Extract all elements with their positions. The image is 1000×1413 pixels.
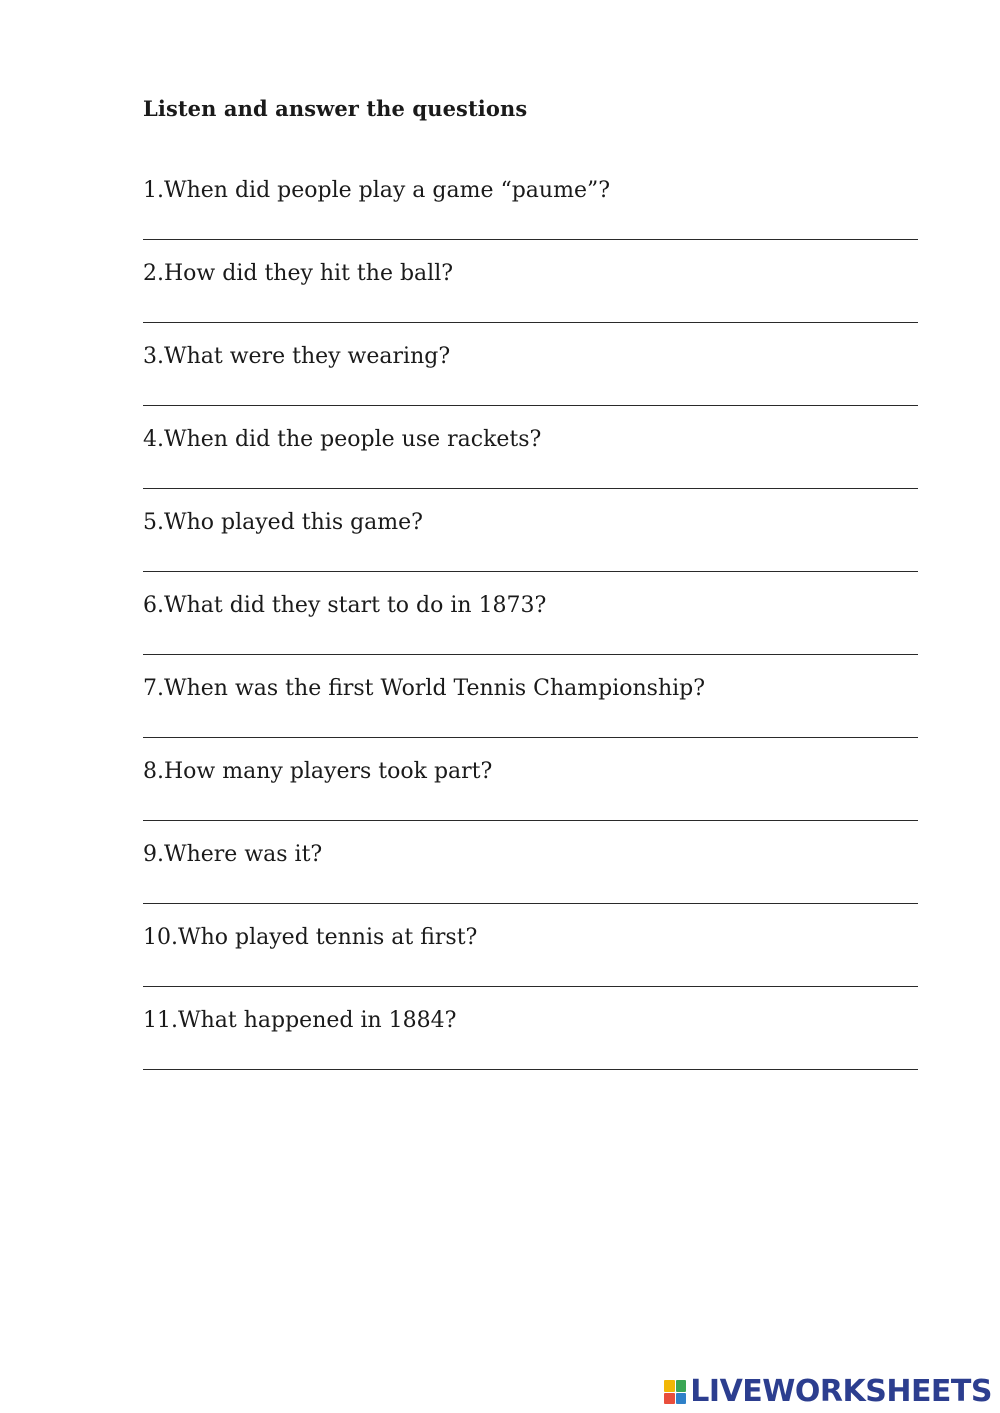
answer-line[interactable] (143, 488, 918, 489)
question-item (143, 591, 918, 674)
liveworksheets-logo-icon (664, 1380, 686, 1404)
question-text: 7.When was the first World Tennis Championship? (143, 676, 706, 701)
question-list (143, 176, 918, 1089)
question-item (143, 840, 918, 923)
logo-text: LIVEWORKSHEETS (690, 1374, 992, 1409)
logo-square-blue (676, 1393, 687, 1405)
answer-line[interactable] (143, 1069, 918, 1070)
question-text: 4.When did the people use rackets? (143, 427, 542, 452)
question-text: 2.How did they hit the ball? (143, 261, 454, 286)
answer-line[interactable] (143, 820, 918, 821)
question-text: 8.How many players took part? (143, 759, 493, 784)
answer-line[interactable] (143, 239, 918, 240)
logo-square-yellow (664, 1380, 675, 1392)
question-text: 5.Who played this game? (143, 510, 423, 535)
question-text: 9.Where was it? (143, 842, 323, 867)
logo-square-green (676, 1380, 687, 1392)
question-item (143, 176, 918, 259)
answer-line[interactable] (143, 654, 918, 655)
question-item (143, 425, 918, 508)
question-text: 3.What were they wearing? (143, 344, 451, 369)
question-text: 11.What happened in 1884? (143, 1008, 457, 1033)
question-text: 1.When did people play a game “paume”? (143, 178, 611, 203)
answer-line[interactable] (143, 405, 918, 406)
question-item (143, 508, 918, 591)
question-item (143, 674, 918, 757)
answer-line[interactable] (143, 322, 918, 323)
answer-line[interactable] (143, 571, 918, 572)
question-item (143, 1006, 918, 1089)
answer-line[interactable] (143, 737, 918, 738)
question-text: 10.Who played tennis at first? (143, 925, 478, 950)
worksheet-title: Listen and answer the questions (143, 96, 528, 121)
logo-square-red (664, 1393, 675, 1405)
question-item (143, 259, 918, 342)
worksheet (143, 94, 918, 1089)
question-text: 6.What did they start to do in 1873? (143, 593, 547, 618)
answer-line[interactable] (143, 903, 918, 904)
liveworksheets-logo[interactable] (664, 1375, 992, 1409)
question-item (143, 757, 918, 840)
question-item (143, 342, 918, 425)
question-item (143, 923, 918, 1006)
answer-line[interactable] (143, 986, 918, 987)
